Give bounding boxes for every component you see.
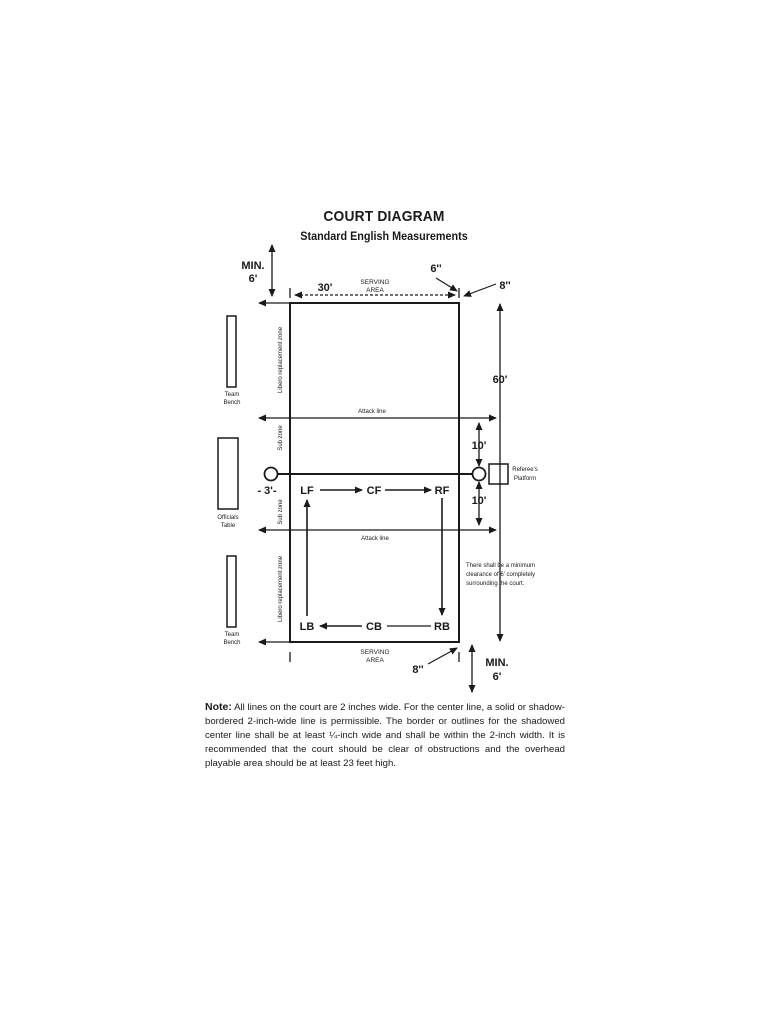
note-paragraph xyxy=(205,700,565,771)
eight-inch-pointer-top xyxy=(464,284,496,296)
net-post-left xyxy=(265,468,278,481)
min-label-bottom-1: MIN. xyxy=(485,657,509,669)
position-rb: RB xyxy=(434,621,450,633)
three-foot-label: - 3'- xyxy=(257,485,277,497)
attack-line-label-bottom: Attack line xyxy=(361,536,389,542)
eight-inch-pointer-bottom xyxy=(428,648,457,664)
width-label: 30' xyxy=(317,282,333,294)
officials-table-label-2: Table xyxy=(220,523,236,529)
sub-zone-label-bottom: Sub zone xyxy=(278,499,284,525)
diagram-subtitle: Standard English Measurements xyxy=(300,229,468,243)
referee-platform-label-2: Platform xyxy=(513,476,537,482)
min-label-top-1: MIN. xyxy=(241,260,265,272)
net-post-right xyxy=(473,468,486,481)
min-label-top-2: 6' xyxy=(248,273,258,285)
attack-line-label-top: Attack line xyxy=(358,409,386,415)
ten-foot-label-bottom: 10' xyxy=(471,495,487,507)
serving-area-label-top-1: SERVING xyxy=(360,279,390,286)
sub-zone-label-top: Sub zone xyxy=(278,425,284,451)
eight-inch-label-top: 8'' xyxy=(499,280,511,292)
court-boundary xyxy=(290,303,459,642)
note-lead: Note: xyxy=(205,701,232,713)
clearance-note-3: surrounding the court. xyxy=(466,581,525,587)
officials-table-label-1: Officials xyxy=(217,515,239,521)
team-bench-top xyxy=(227,316,236,387)
six-inch-label: 6'' xyxy=(430,263,442,275)
position-rf: RF xyxy=(434,485,450,497)
team-bench-label-top-2: Bench xyxy=(223,400,241,406)
six-inch-pointer xyxy=(436,278,457,291)
position-lf: LF xyxy=(300,485,314,497)
serving-area-label-bottom-2: AREA xyxy=(366,657,384,664)
libero-zone-label-top: Libero replacement zone xyxy=(278,326,284,394)
referee-platform xyxy=(489,464,508,484)
min-label-bottom-2: 6' xyxy=(492,671,502,683)
serving-area-label-top-2: AREA xyxy=(366,287,384,294)
position-lb: LB xyxy=(299,621,315,633)
diagram-title: COURT DIAGRAM xyxy=(323,208,445,225)
clearance-note-1: There shall be a minimum xyxy=(466,563,536,569)
position-cb: CB xyxy=(366,621,382,633)
serving-area-label-bottom-1: SERVING xyxy=(360,649,390,656)
position-cf: CF xyxy=(366,485,382,497)
ten-foot-label-top: 10' xyxy=(471,440,487,452)
libero-zone-label-bottom: Libero replacement zone xyxy=(278,555,284,623)
note-text: All lines on the court are 2 inches wide. For the center line, a solid or shadow-bordered 2-inch-wide line is permissible. The border or outlines for the shadowed center line shall be at least ¼-inch wide and shall be within the 2-inch width. It is recommended that the court should be clear of obstructions and the overhead playable area should be at least 23 feet high. xyxy=(205,702,565,769)
team-bench-label-bottom-2: Bench xyxy=(223,640,241,646)
length-label: 60' xyxy=(492,374,508,386)
eight-inch-label-bottom: 8'' xyxy=(412,664,424,676)
team-bench-label-bottom-1: Team xyxy=(224,632,240,638)
referee-platform-label-1: Referee's xyxy=(512,467,538,473)
officials-table xyxy=(218,438,238,509)
team-bench-label-top-1: Team xyxy=(224,392,240,398)
clearance-note-2: clearance of 6' completely xyxy=(466,572,536,578)
team-bench-bottom xyxy=(227,556,236,627)
